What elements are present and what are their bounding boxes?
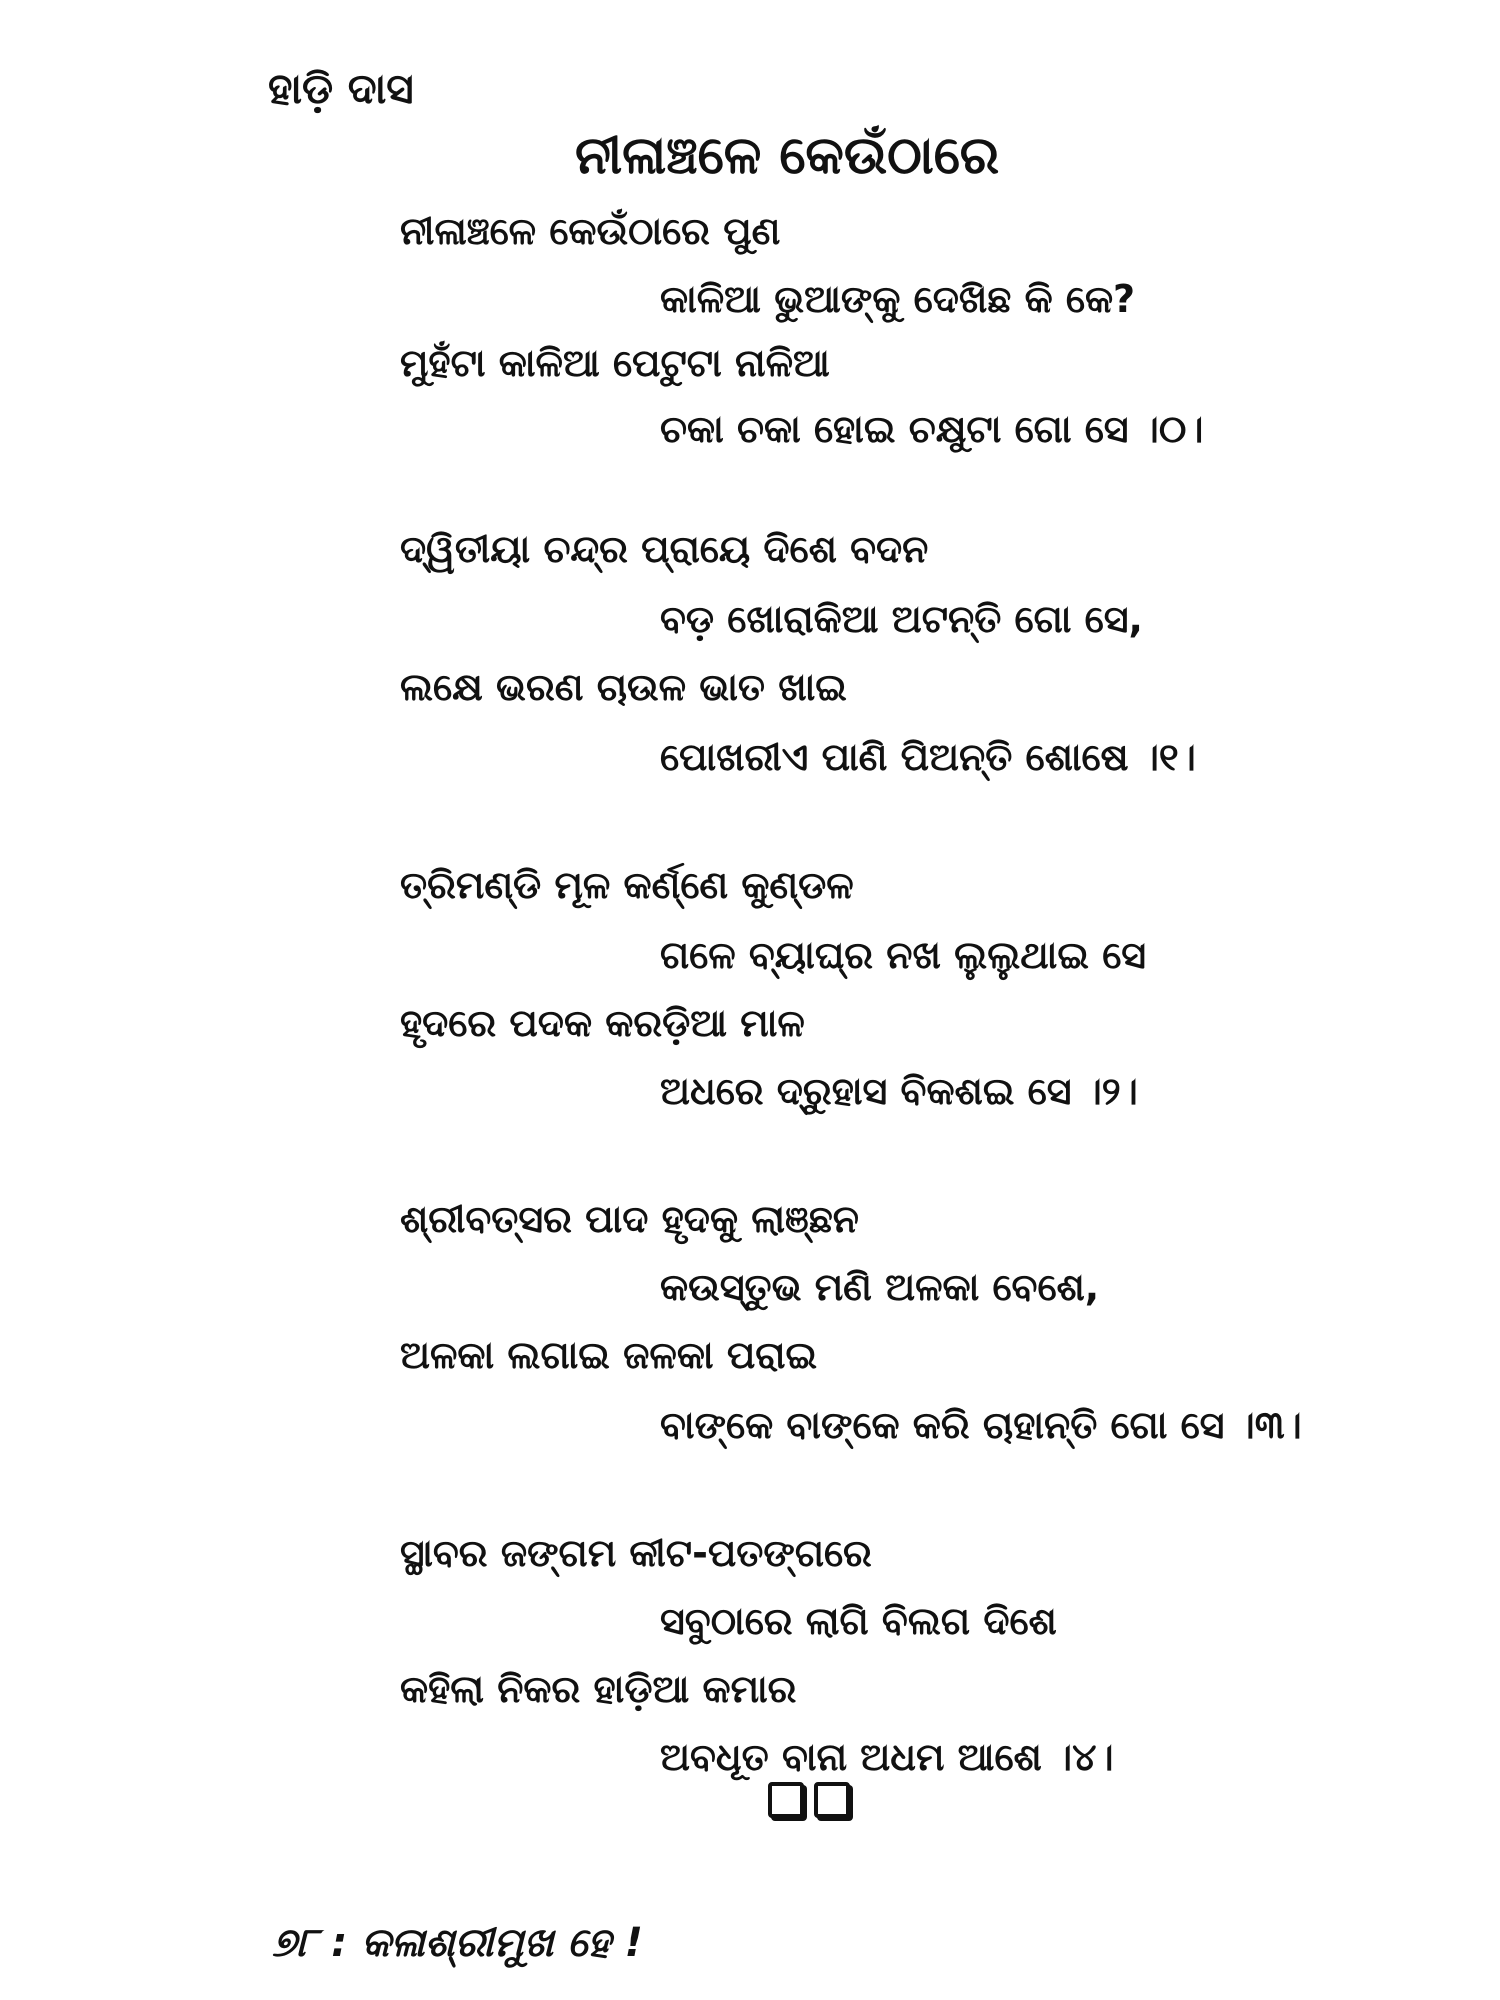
ornament-box-icon [814, 1782, 850, 1818]
verse-line: ଦ୍ୱିତୀୟା ଚନ୍ଦ୍ର ପ୍ରାୟେ ଦିଶେ ବଦନ [400, 527, 929, 571]
verse-line: କଉସ୍ତୁଭ ମଣି ଅଳକା ବେଶେ, [660, 1265, 1100, 1309]
verse-line: ହୃଦରେ ପଦକ କରଡ଼ିଆ ମାଳ [400, 1001, 805, 1045]
verse-line: ନୀଳାଞ୍ଚଳେ କେଉଁଠାରେ ପୁଣ [400, 209, 781, 253]
poem-title: ନୀଳାଞ୍ଚଳେ କେଉଁଠାରେ [575, 126, 1000, 186]
verse-line: ଚକା ଚକା ହୋଇ ଚକ୍ଷୁଟା ଗୋ ସେ ।୦। [660, 407, 1204, 451]
verse-line: ଅଧରେ ଦ୍ରୁହାସ ବିକଶଇ ସେ ।୨। [660, 1069, 1138, 1113]
verse-line: ସବୁଠାରେ ଲାଗି ବିଲଗ ଦିଶେ [660, 1599, 1057, 1643]
author-name: ହାଡ଼ି ଦାସ [268, 64, 414, 113]
verse-line: କହିଲା ନିକର ହାଡ଼ିଆ କମାର [400, 1667, 797, 1711]
page-footer: ୭୮ : କଳାଶ୍ରୀମୁଖ ହେ ! [272, 1920, 643, 1966]
verse-line: ଲକ୍ଷେ ଭରଣ ଚାଉଳ ଭାତ ଖାଇ [400, 665, 847, 709]
ornament-box-icon [768, 1782, 804, 1818]
verse-line: ସ୍ଥାବର ଜଙ୍ଗମ କୀଟ-ପତଙ୍ଗରେ [400, 1531, 872, 1575]
end-of-poem-ornament [768, 1782, 850, 1818]
verse-line: ବଡ଼ ଖୋରାକିଆ ଅଟନ୍ତି ଗୋ ସେ, [660, 597, 1143, 641]
verse-line: କାଳିଆ ଭୁଆଙ୍କୁ ଦେଖିଛ କି କେ? [660, 277, 1136, 321]
verse-line: ଅବଧୂତ ବାନା ଅଧମ ଆଶେ ।୪। [660, 1735, 1114, 1779]
verse-line: ଗଳେ ବ୍ୟାଘ୍ର ନଖ ଲୁଲୁଥାଇ ସେ [660, 933, 1147, 977]
verse-line: ପୋଖରୀଏ ପାଣି ପିଅନ୍ତି ଶୋଷେ ।୧। [660, 735, 1196, 779]
verse-line: ତ୍ରିମଣ୍ଡି ମୂଳ କର୍ଣ୍ଣେ କୁଣ୍ଡଳ [400, 863, 854, 907]
verse-line: ମୁହଁଟା କାଳିଆ ପେଟୁଟା ନାଳିଆ [400, 341, 830, 385]
verse-line: ବାଙ୍କେ ବାଙ୍କେ କରି ଚାହାନ୍ତି ଗୋ ସେ ।୩। [660, 1403, 1302, 1447]
verse-line: ଅଳକା ଲଗାଇ ଜଳକା ପରାଇ [400, 1333, 818, 1377]
verse-line: ଶ୍ରୀବତ୍ସର ପାଦ ହୃଦକୁ ଲାଞ୍ଛନ [400, 1197, 859, 1241]
